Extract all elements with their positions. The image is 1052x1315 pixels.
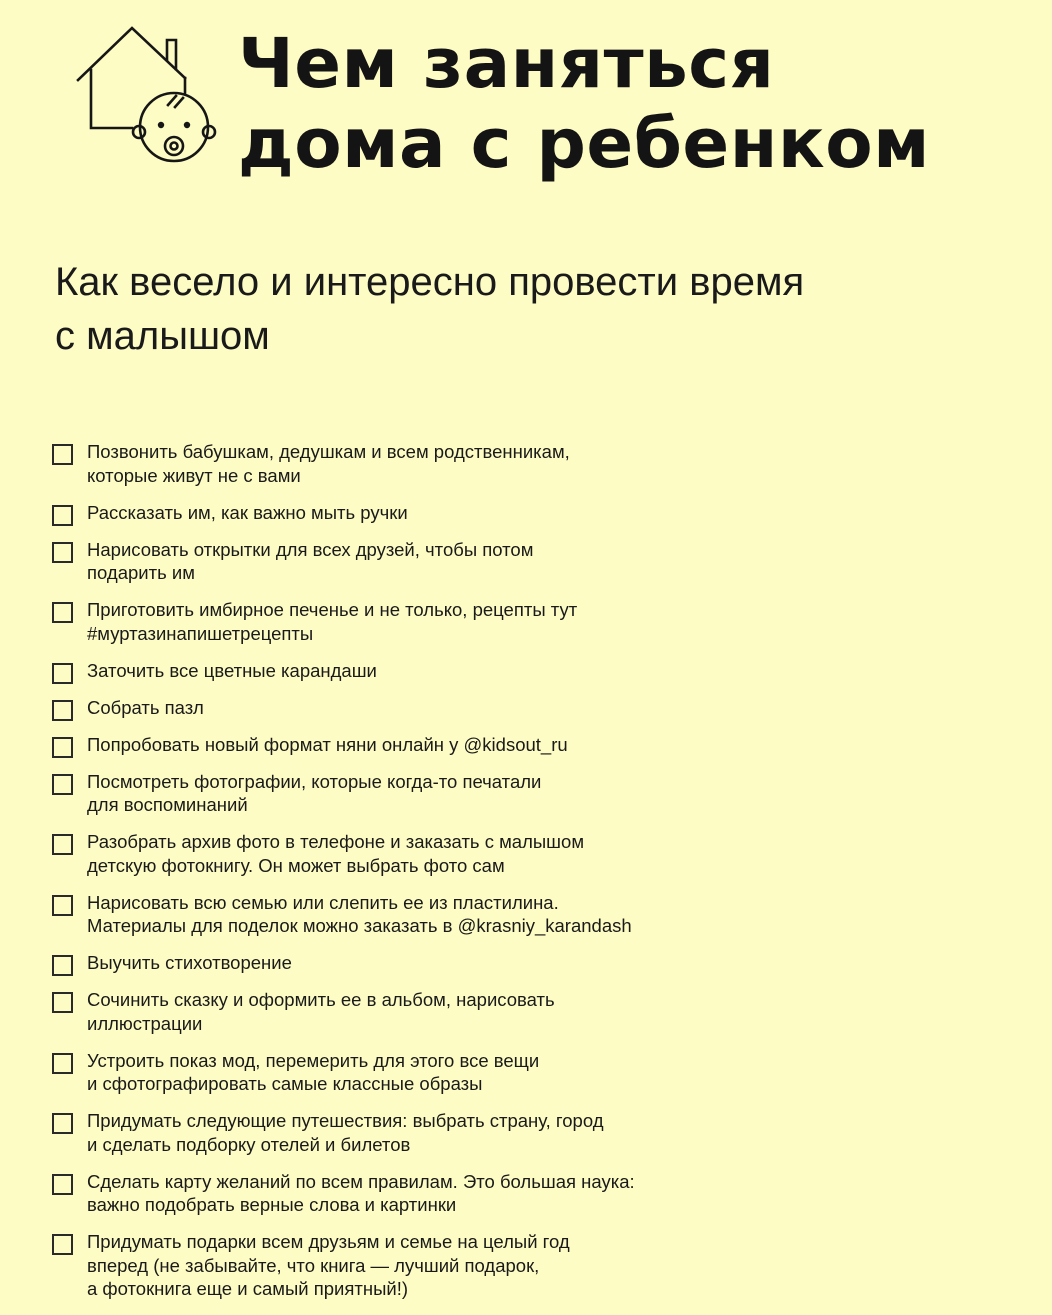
checkbox[interactable] [52, 1174, 73, 1195]
checklist [52, 440, 1012, 1314]
checklist-item [52, 1109, 1012, 1156]
checklist-item [52, 1049, 1012, 1096]
checklist-item [52, 891, 1012, 938]
checklist-item-label: Придумать следующие путешествия: выбрать страну, город и сделать подборку отелей и билетов [87, 1110, 604, 1155]
page-title [238, 24, 930, 184]
checklist-item [52, 598, 1012, 645]
checklist-item [52, 696, 1012, 720]
checklist-item-label: Разобрать архив фото в телефоне и заказать с малышом детскую фотокнигу. Он может выбрать фото сам [87, 831, 585, 876]
checklist-item-label: Нарисовать всю семью или слепить ее из пластилина. Материалы для поделок можно заказать в @krasniy_karandash [87, 891, 632, 936]
checkbox[interactable] [52, 1113, 73, 1134]
checkbox[interactable] [52, 505, 73, 526]
checklist-item [52, 951, 1012, 975]
checklist-item-label: Выучить стихотворение [87, 952, 292, 973]
checkbox[interactable] [52, 700, 73, 721]
checklist-item [52, 538, 1012, 585]
header [0, 0, 1052, 200]
checkbox[interactable] [52, 663, 73, 684]
checklist-item-label: Нарисовать открытки для всех друзей, чтобы потом подарить им [87, 538, 534, 583]
checklist-item [52, 501, 1012, 525]
checkbox[interactable] [52, 955, 73, 976]
checklist-item-label: Сочинить сказку и оформить ее в альбом, нарисовать иллюстрации [87, 989, 555, 1034]
checklist-item-label: Позвонить бабушкам, дедушкам и всем родственникам, которые живут не с вами [87, 441, 570, 486]
checkbox[interactable] [52, 737, 73, 758]
checklist-item-label: Приготовить имбирное печенье и не только, рецепты тут #муртазинапишетрецепты [87, 599, 578, 644]
checkbox[interactable] [52, 444, 73, 465]
checkbox[interactable] [52, 602, 73, 623]
title-line-2: дома с ребенком [238, 104, 931, 184]
checklist-item-label: Попробовать новый формат няни онлайн у @kidsout_ru [87, 733, 568, 755]
checklist-item-label: Собрать пазл [87, 696, 204, 718]
checkbox[interactable] [52, 1053, 73, 1074]
checklist-item-label: Придумать подарки всем друзьям и семье на целый год вперед (не забывайте, что книга — лучший подарок, а фотокнига еще и самый приятный!) [87, 1231, 570, 1299]
checklist-item [52, 770, 1012, 817]
checklist-item [52, 830, 1012, 877]
checklist-item-label: Посмотреть фотографии, которые когда-то печатали для воспоминаний [87, 770, 542, 815]
checklist-item [52, 733, 1012, 757]
checklist-item-label: Сделать карту желаний по всем правилам. Это большая наука: важно подобрать верные слова и картинки [87, 1170, 635, 1215]
checkbox[interactable] [52, 774, 73, 795]
checkbox[interactable] [52, 834, 73, 855]
checklist-item [52, 659, 1012, 683]
title-line-1: Чем заняться [238, 24, 775, 104]
checklist-item [52, 440, 1012, 487]
checkbox[interactable] [52, 1234, 73, 1255]
checklist-item-label: Заточить все цветные карандаши [87, 659, 377, 681]
checkbox[interactable] [52, 895, 73, 916]
checklist-item [52, 1230, 1012, 1301]
checklist-item [52, 988, 1012, 1035]
checklist-item [52, 1170, 1012, 1217]
checkbox[interactable] [52, 542, 73, 563]
checkbox[interactable] [52, 992, 73, 1013]
subtitle: Как весело и интересно провести время с малышом [55, 260, 805, 358]
checklist-item-label: Устроить показ мод, перемерить для этого все вещи и сфотографировать самые классные образы [87, 1049, 540, 1094]
house-baby-icon [72, 20, 222, 170]
checklist-item-label: Рассказать им, как важно мыть ручки [87, 501, 408, 523]
